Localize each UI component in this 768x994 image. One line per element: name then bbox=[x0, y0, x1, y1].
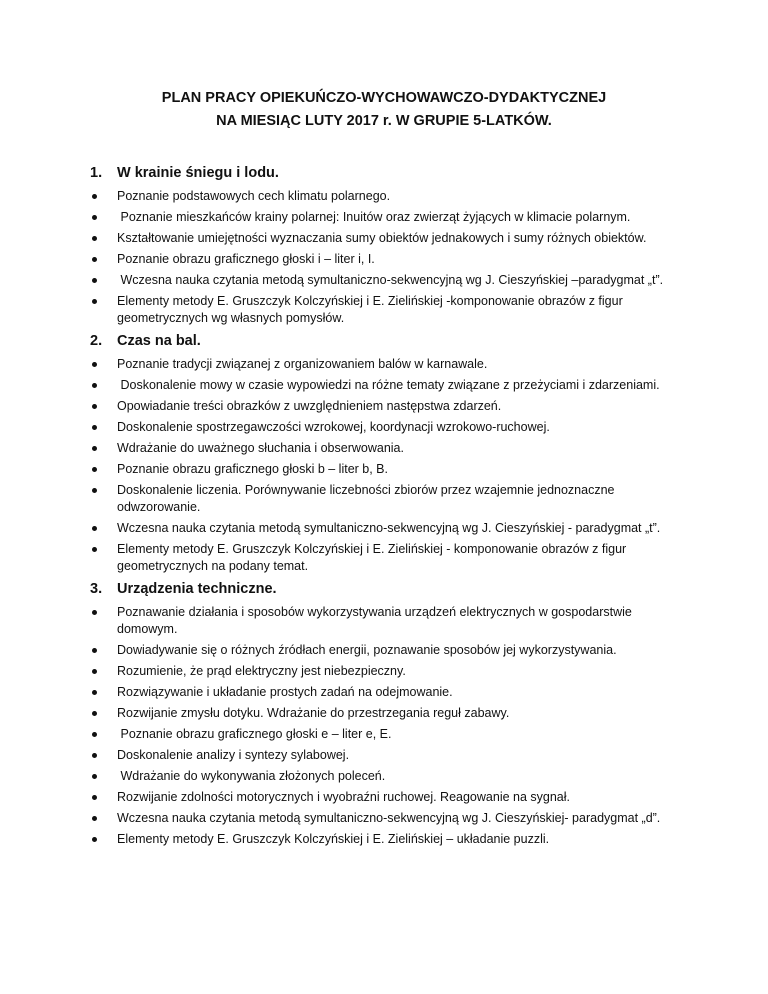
bullet-icon bbox=[92, 425, 97, 430]
bullet-list bbox=[90, 188, 690, 327]
bullet-icon bbox=[92, 236, 97, 241]
list-item-text: Kształtowanie umiejętności wyznaczania sumy obiektów jednakowych i sumy różnych obiektów. bbox=[117, 231, 647, 245]
section-heading-text: Urządzenia techniczne. bbox=[117, 581, 277, 597]
list-item-text: Wczesna nauka czytania metodą symultaniczno-sekwencyjną wg J. Cieszyńskiej - paradygmat „t”. bbox=[117, 521, 661, 535]
list-item bbox=[90, 209, 690, 226]
list-item bbox=[90, 377, 690, 394]
bullet-icon bbox=[92, 753, 97, 758]
bullet-icon bbox=[92, 257, 97, 262]
bullet-icon bbox=[92, 711, 97, 716]
title-line-2: NA MIESIĄC LUTY 2017 r. W GRUPIE 5-LATKÓW. bbox=[216, 113, 552, 129]
bullet-icon bbox=[92, 648, 97, 653]
bullet-icon bbox=[92, 774, 97, 779]
list-item-text: Poznanie obrazu graficznego głoski i – liter i, I. bbox=[117, 252, 375, 266]
list-item bbox=[90, 293, 690, 327]
bullet-icon bbox=[92, 837, 97, 842]
bullet-icon bbox=[92, 278, 97, 283]
list-item bbox=[90, 789, 690, 806]
list-item bbox=[90, 440, 690, 457]
bullet-icon bbox=[92, 488, 97, 493]
list-item-text: Doskonalenie analizy i syntezy sylabowej. bbox=[117, 748, 350, 762]
list-item bbox=[90, 705, 690, 722]
bullet-icon bbox=[92, 732, 97, 737]
bullet-icon bbox=[92, 404, 97, 409]
bullet-icon bbox=[92, 362, 97, 367]
list-item-text: Rozumienie, że prąd elektryczny jest niebezpieczny. bbox=[117, 664, 406, 678]
list-item-text: Doskonalenie mowy w czasie wypowiedzi na różne tematy związane z przeżyciami i zdarzeniami. bbox=[117, 378, 660, 392]
bullet-icon bbox=[92, 795, 97, 800]
document-title bbox=[0, 87, 768, 133]
section-heading-text: W krainie śniegu i lodu. bbox=[117, 165, 279, 181]
list-item bbox=[90, 272, 690, 289]
list-item bbox=[90, 810, 690, 827]
bullet-list bbox=[90, 604, 690, 848]
list-item bbox=[90, 520, 690, 537]
list-item bbox=[90, 642, 690, 659]
list-item-text: Doskonalenie spostrzegawczości wzrokowej, koordynacji wzrokowo-ruchowej. bbox=[117, 420, 550, 434]
list-item bbox=[90, 419, 690, 436]
section-heading-text: Czas na bal. bbox=[117, 333, 201, 349]
list-item-text: Poznanie mieszkańców krainy polarnej: Inuitów oraz zwierząt żyjących w klimacie polarnym. bbox=[117, 210, 631, 224]
document-content bbox=[90, 162, 690, 848]
list-item-text: Poznanie obrazu graficznego głoski e – liter e, E. bbox=[117, 727, 392, 741]
section-number: 3. bbox=[90, 581, 103, 597]
list-item bbox=[90, 461, 690, 478]
list-item bbox=[90, 541, 690, 575]
bullet-icon bbox=[92, 816, 97, 821]
title-line-1: PLAN PRACY OPIEKUŃCZO-WYCHOWAWCZO-DYDAKTYCZNEJ bbox=[161, 90, 607, 106]
bullet-icon bbox=[92, 383, 97, 388]
section-1 bbox=[90, 162, 690, 327]
list-item-text: Wczesna nauka czytania metodą symultaniczno-sekwencyjną wg J. Cieszyńskiej- paradygmat „d”. bbox=[117, 811, 661, 825]
list-item-text: Poznawanie działania i sposobów wykorzystywania urządzeń elektrycznych w gospodarstwie domowym. bbox=[117, 605, 636, 636]
list-item bbox=[90, 482, 690, 516]
bullet-icon bbox=[92, 299, 97, 304]
bullet-icon bbox=[92, 467, 97, 472]
list-item bbox=[90, 831, 690, 848]
section-heading bbox=[90, 162, 690, 184]
list-item-text: Opowiadanie treści obrazków z uwzględnieniem następstwa zdarzeń. bbox=[117, 399, 502, 413]
bullet-icon bbox=[92, 669, 97, 674]
list-item bbox=[90, 356, 690, 373]
list-item bbox=[90, 726, 690, 743]
bullet-icon bbox=[92, 610, 97, 615]
list-item-text: Poznanie obrazu graficznego głoski b – liter b, B. bbox=[117, 462, 388, 476]
bullet-icon bbox=[92, 526, 97, 531]
bullet-list bbox=[90, 356, 690, 575]
section-heading bbox=[90, 330, 690, 352]
list-item bbox=[90, 398, 690, 415]
list-item bbox=[90, 684, 690, 701]
list-item bbox=[90, 747, 690, 764]
section-number: 2. bbox=[90, 333, 103, 349]
list-item-text: Doskonalenie liczenia. Porównywanie liczebności zbiorów przez wzajemnie jednoznaczne odwzorowanie. bbox=[117, 483, 618, 514]
list-item-text: Wdrażanie do wykonywania złożonych poleceń. bbox=[117, 769, 386, 783]
list-item-text: Elementy metody E. Gruszczyk Kolczyńskiej i E. Zielińskiej – układanie puzzli. bbox=[117, 832, 550, 846]
list-item bbox=[90, 663, 690, 680]
list-item bbox=[90, 251, 690, 268]
section-3 bbox=[90, 578, 690, 848]
list-item-text: Elementy metody E. Gruszczyk Kolczyńskiej i E. Zielińskiej - komponowanie obrazów z figur geometrycznych na podany temat. bbox=[117, 542, 630, 573]
bullet-icon bbox=[92, 547, 97, 552]
list-item bbox=[90, 604, 690, 638]
bullet-icon bbox=[92, 215, 97, 220]
list-item bbox=[90, 768, 690, 785]
list-item-text: Wczesna nauka czytania metodą symultaniczno-sekwencyjną wg J. Cieszyńskiej –paradygmat „t”. bbox=[117, 273, 664, 287]
bullet-icon bbox=[92, 690, 97, 695]
section-number: 1. bbox=[90, 165, 103, 181]
list-item bbox=[90, 230, 690, 247]
bullet-icon bbox=[92, 446, 97, 451]
list-item-text: Rozwiązywanie i układanie prostych zadań na odejmowanie. bbox=[117, 685, 453, 699]
list-item-text: Dowiadywanie się o różnych źródłach energii, poznawanie sposobów jej wykorzystywania. bbox=[117, 643, 617, 657]
section-heading bbox=[90, 578, 690, 600]
list-item-text: Poznanie podstawowych cech klimatu polarnego. bbox=[117, 189, 391, 203]
bullet-icon bbox=[92, 194, 97, 199]
list-item-text: Rozwijanie zmysłu dotyku. Wdrażanie do przestrzegania reguł zabawy. bbox=[117, 706, 510, 720]
list-item-text: Rozwijanie zdolności motorycznych i wyobraźni ruchowej. Reagowanie na sygnał. bbox=[117, 790, 570, 804]
list-item-text: Elementy metody E. Gruszczyk Kolczyńskiej i E. Zielińskiej -komponowanie obrazów z figur geometrycznych wg własnych pomysłów. bbox=[117, 294, 627, 325]
list-item-text: Wdrażanie do uważnego słuchania i obserwowania. bbox=[117, 441, 404, 455]
section-2 bbox=[90, 330, 690, 575]
list-item-text: Poznanie tradycji związanej z organizowaniem balów w karnawale. bbox=[117, 357, 488, 371]
list-item bbox=[90, 188, 690, 205]
